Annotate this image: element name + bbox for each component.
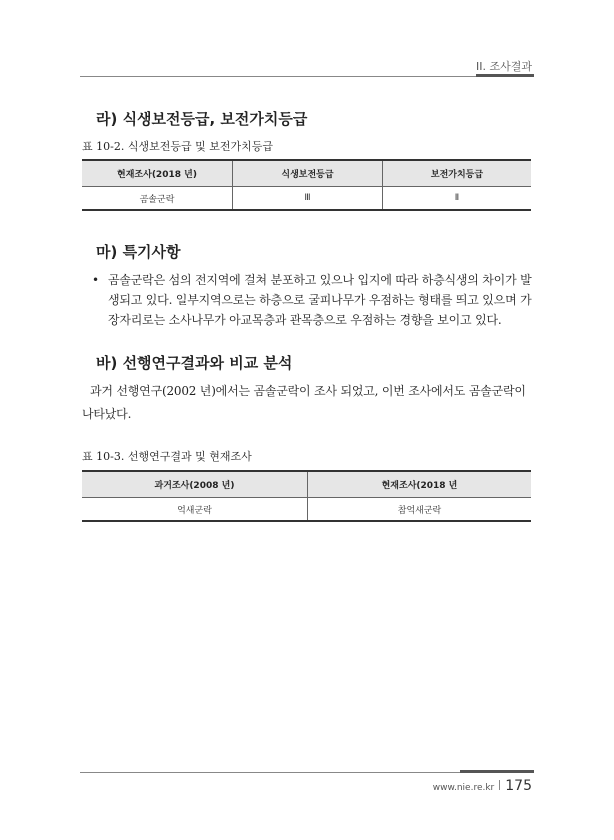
section-ra-title: 라) 식생보전등급, 보전가치등급 (96, 110, 308, 128)
table-10-3-caption: 표 10-3. 선행연구결과 및 현재조사 (82, 450, 252, 463)
bullet-paragraph (92, 270, 532, 330)
table-header-row (82, 471, 531, 498)
table-cell: Ⅱ (383, 187, 532, 211)
footer-rule-accent (460, 770, 534, 773)
table-10-2-caption: 표 10-2. 식생보전등급 및 보전가치등급 (82, 140, 273, 153)
column-header: 보전가치등급 (383, 160, 532, 187)
column-header: 과거조사(2008 년) (82, 471, 308, 498)
table-header-row (82, 160, 531, 187)
comparison-paragraph: 과거 선행연구(2002 년)에서는 곰솔군락이 조사 되었고, 이번 조사에서도 곰솔군락이 나타났다. (82, 384, 526, 421)
table-cell: 억새군락 (82, 498, 308, 522)
bullet-marker: • (92, 273, 100, 287)
section-ba-title: 바) 선행연구결과와 비교 분석 (96, 354, 293, 372)
column-header: 식생보전등급 (233, 160, 383, 187)
header-rule-accent (476, 74, 534, 77)
page-footer (433, 778, 532, 794)
footer-rule (80, 772, 534, 773)
footer-separator (499, 780, 500, 790)
table-cell: 곰솔군락 (82, 187, 233, 211)
table-row (82, 498, 531, 522)
table-cell: Ⅲ (233, 187, 383, 211)
running-header: II. 조사결과 (476, 60, 532, 73)
footer-url: www.nie.re.kr (432, 783, 495, 793)
table-10-3 (82, 470, 531, 522)
page-number: 175 (505, 778, 532, 794)
header-rule (80, 76, 534, 77)
table-10-2 (82, 159, 531, 211)
bullet-text: 곰솔군락은 섬의 전지역에 걸쳐 분포하고 있으나 입지에 따라 하층식생의 차이가 발생되고 있다. 일부지역으로는 하층으로 굴피나무가 우점하는 형태를 띄고 있으며 가장자리로는 소사나무가 아교목층과 관목층으로 우점하는 경향을 보이고 있다. (108, 273, 532, 327)
section-ma-title: 마) 특기사항 (96, 243, 181, 261)
column-header: 현재조사(2018 년 (308, 471, 532, 498)
table-cell: 참억새군락 (308, 498, 532, 522)
table-row (82, 187, 531, 211)
column-header: 현재조사(2018 년) (82, 160, 233, 187)
